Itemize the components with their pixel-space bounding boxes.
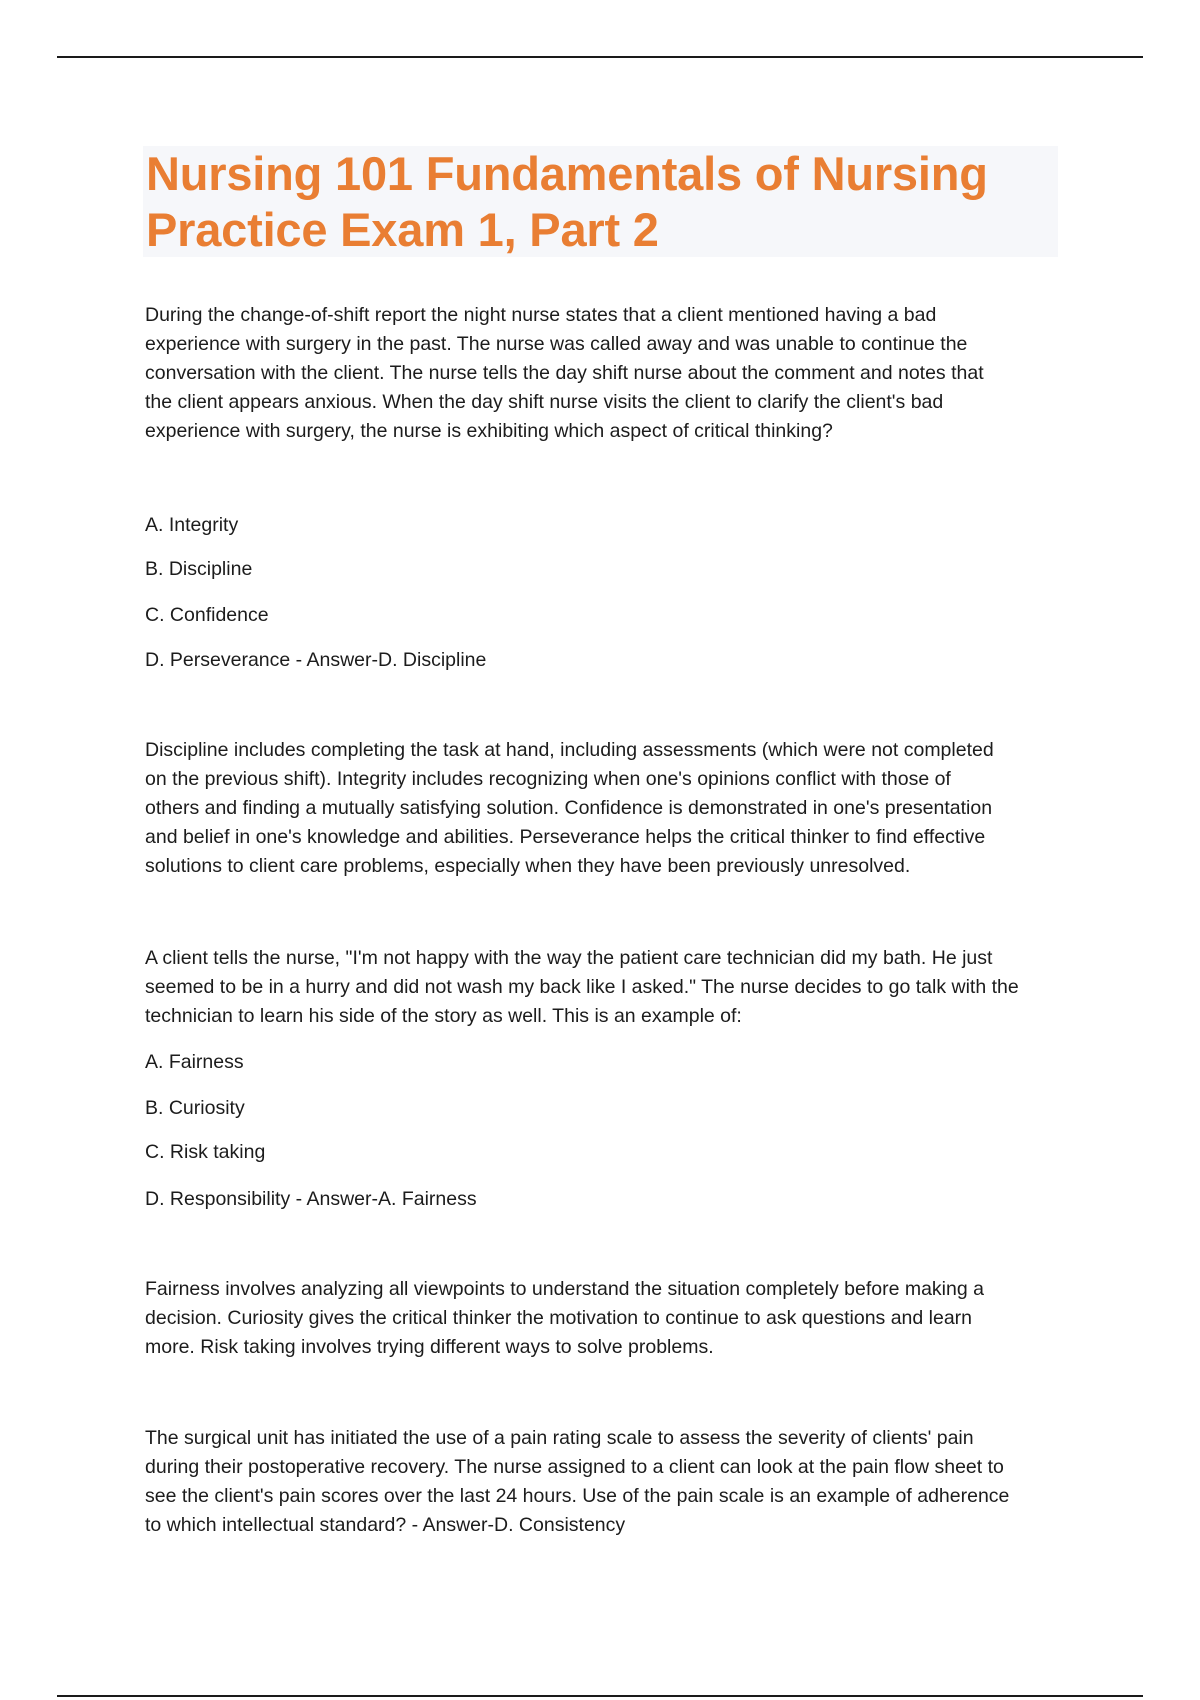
footer-rule [57, 1695, 1143, 1697]
question-2-option-a: A. Fairness [145, 1051, 244, 1073]
question-1-option-c: C. Confidence [145, 604, 269, 626]
question-1-option-b: B. Discipline [145, 558, 253, 580]
header-rule [57, 56, 1143, 58]
question-2-option-d-answer: D. Responsibility - Answer-A. Fairness [145, 1188, 477, 1210]
question-1-option-a: A. Integrity [145, 514, 239, 536]
question-1-rationale: Discipline includes completing the task at hand, including assessments (which were not completed on the previous shift). Integrity includes recognizing when one's opinions conflict with those of others and finding a mutually satisfying solution. Confidence is demonstrated in one's presentation and belief in one's knowledge and abilities. Perseverance helps the critical thinker to find effective solutions to client care problems, especially when they have been previously unresolved. [145, 739, 994, 877]
question-1-option-d-answer: D. Perseverance - Answer-D. Discipline [145, 649, 487, 671]
question-3-stem-answer: The surgical unit has initiated the use of a pain rating scale to assess the severity of clients' pain during their postoperative recovery. The nurse assigned to a client can look at the pain flow sheet to see the client's pain scores over the last 24 hours. Use of the pain scale is an example of adherence to which intellectual standard? - Answer-D. Consistency [145, 1427, 1010, 1536]
question-2-rationale: Fairness involves analyzing all viewpoints to understand the situation completely before making a decision. Curiosity gives the critical thinker the motivation to continue to ask questions and learn more. Risk taking involves trying different ways to solve problems. [145, 1278, 984, 1358]
question-1-stem: During the change-of-shift report the night nurse states that a client mentioned having a bad experience with surgery in the past. The nurse was called away and was unable to continue the conversation with the client. The nurse tells the day shift nurse about the comment and notes that the client appears anxious. When the day shift nurse visits the client to clarify the client's bad experience with surgery, the nurse is exhibiting which aspect of critical thinking? [145, 304, 984, 442]
title-block [143, 146, 1058, 257]
question-2-option-b: B. Curiosity [145, 1097, 245, 1119]
document-title: Nursing 101 Fundamentals of Nursing Practice Exam 1, Part 2 [146, 147, 988, 256]
question-2-stem: A client tells the nurse, "I'm not happy with the way the patient care technician did my bath. He just seemed to be in a hurry and did not wash my back like I asked." The nurse decides to go talk with the technician to learn his side of the story as well. This is an example of: [145, 947, 1019, 1027]
question-2-option-c: C. Risk taking [145, 1141, 266, 1163]
